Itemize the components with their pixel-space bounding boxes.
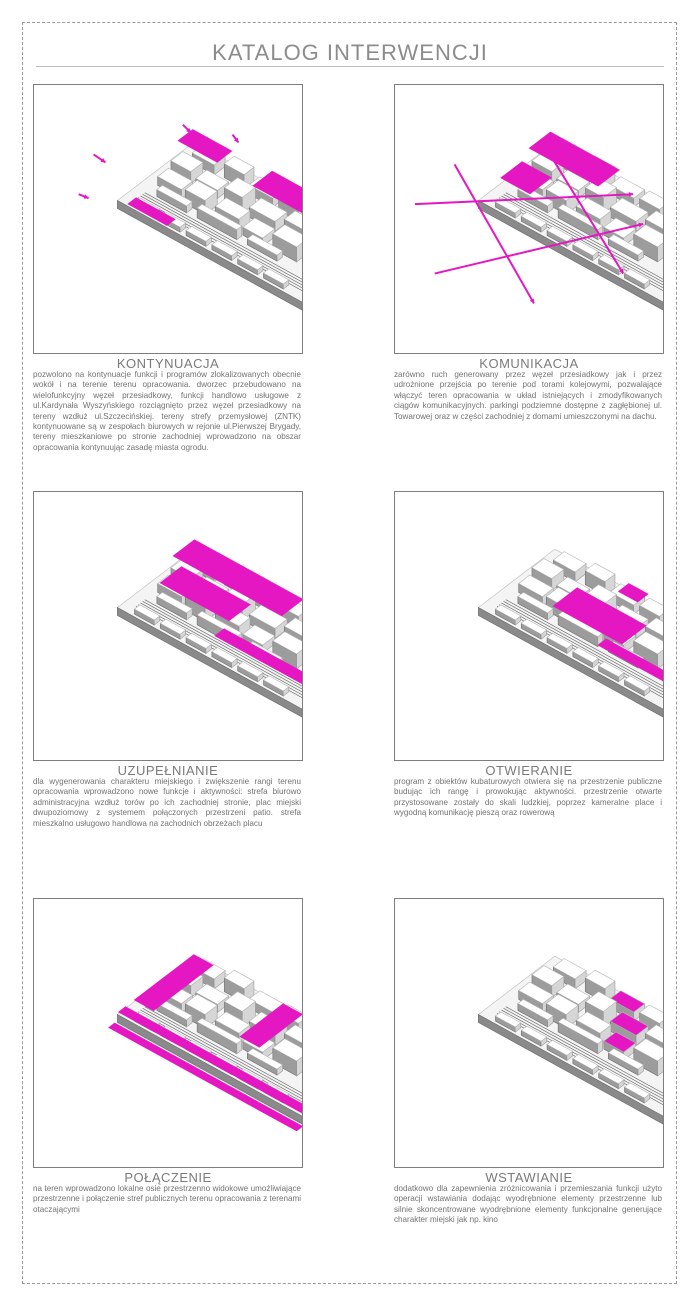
title-divider: [36, 66, 664, 67]
axonometric-drawing: [395, 85, 663, 353]
panel-wstawianie-title: WSTAWIANIE: [485, 1170, 573, 1185]
panel-polaczenie-text: na teren wprowadzono lokalne osie przestrzenno widokowe umożliwiające przestrzenne i połączenie stref publicznych terenu opracowania z terenami otaczającymi: [33, 1184, 301, 1214]
panel-uzupelnianie-title: UZUPEŁNIANIE: [117, 763, 219, 778]
site-model: [478, 956, 663, 1126]
axonometric-drawing: [395, 492, 663, 760]
panel-kontynuacja-title: KONTYNUACJA: [116, 356, 220, 371]
parking-marker: P: [456, 219, 466, 235]
axonometric-drawing: [34, 85, 302, 353]
axonometric-drawing: [395, 899, 663, 1167]
site-model: [117, 142, 302, 312]
panel-polaczenie-title: POŁĄCZENIE: [124, 1170, 212, 1185]
axonometric-drawing: [34, 899, 302, 1167]
panel-otwieranie-diagram: [394, 491, 664, 761]
panel-komunikacja-text: zarówno ruch generowany przez węzeł przesiadkowy jak i przez udrożnione przejścia po terenie pod torami kolejowymi, pozwalające włączyć teren opracowania w układ istniejących i zmodyfikowanych ciągów komunikacyjnych. parkingi podziemne dostępne z zagłębionej ul. Towarowej oraz w części zachodniej z domami umieszczonymi na dachu.: [394, 370, 662, 421]
panel-uzupelnianie-text: dla wygenerowania charakteru miejskiego i zwiększenie rangi terenu opracowania wprowadzono nowe funkcje i aktywności: strefa biurowo administracyjna wzdłuż torów po ich zachodniej stronie, plac miejski dwupoziomowy z systemem połączonych przestrzeni patio. strefa mieszkalno usługowo handlowa na zachodnich obrzeżach placu: [33, 777, 301, 828]
page-title: KATALOG INTERWENCJI: [212, 40, 488, 65]
axonometric-drawing: [34, 492, 302, 760]
panel-otwieranie-title: OTWIERANIE: [485, 763, 573, 778]
panel-uzupelnianie-diagram: [33, 491, 303, 761]
panel-kontynuacja-diagram: [33, 84, 303, 354]
panel-wstawianie-text: dodatkowo dla zapewnienia zróżnicowania i przemieszania funkcji użyto operacji wstawiania dodając wyodrębnione elementy przestrzenne lub silnie skoncentrowane wyodrębnione elementy funkcjonalne generujące charakter miejski jak np. kino: [394, 1184, 662, 1225]
panel-komunikacja-title: KOMUNIKACJA: [479, 356, 579, 371]
panel-polaczenie-diagram: [33, 898, 303, 1168]
panel-kontynuacja-text: pozwolono na kontynuacje funkcji i programów zlokalizowanych obecnie wokół i na terenie terenu opracowania. dworzec przebudowano na wielofunkcyjny węzeł przesiadkowy, funkcji handlowo usługowe z ul.Kardynała Wyszyńskiego rozciągnięto przez węzeł przesiadkowy na tereny wzdłuż ul.Szczecińskiej. tereny strefy przemysłowej (ZNTK) kontynuowane są w zespołach biurowych w rejonie ul.Pierwszej Brygady, tereny mieszkaniowe po stronie zachodniej wprowadzono na obszar opracowania kontynuując zasadę miasta ogrodu.: [33, 370, 301, 452]
panel-wstawianie-diagram: [394, 898, 664, 1168]
panel-komunikacja-diagram: [394, 84, 664, 354]
parking-marker: P: [476, 170, 486, 186]
panel-otwieranie-text: program z obiektów kubaturowych otwiera się na przestrzenie publiczne budując ich rangę i prowokując aktywności. przestrzenie otwarte przystosowane zostały do skali ludzkiej, poprzez kameralne place i wygodną komunikację pieszą oraz rowerową: [394, 777, 662, 818]
